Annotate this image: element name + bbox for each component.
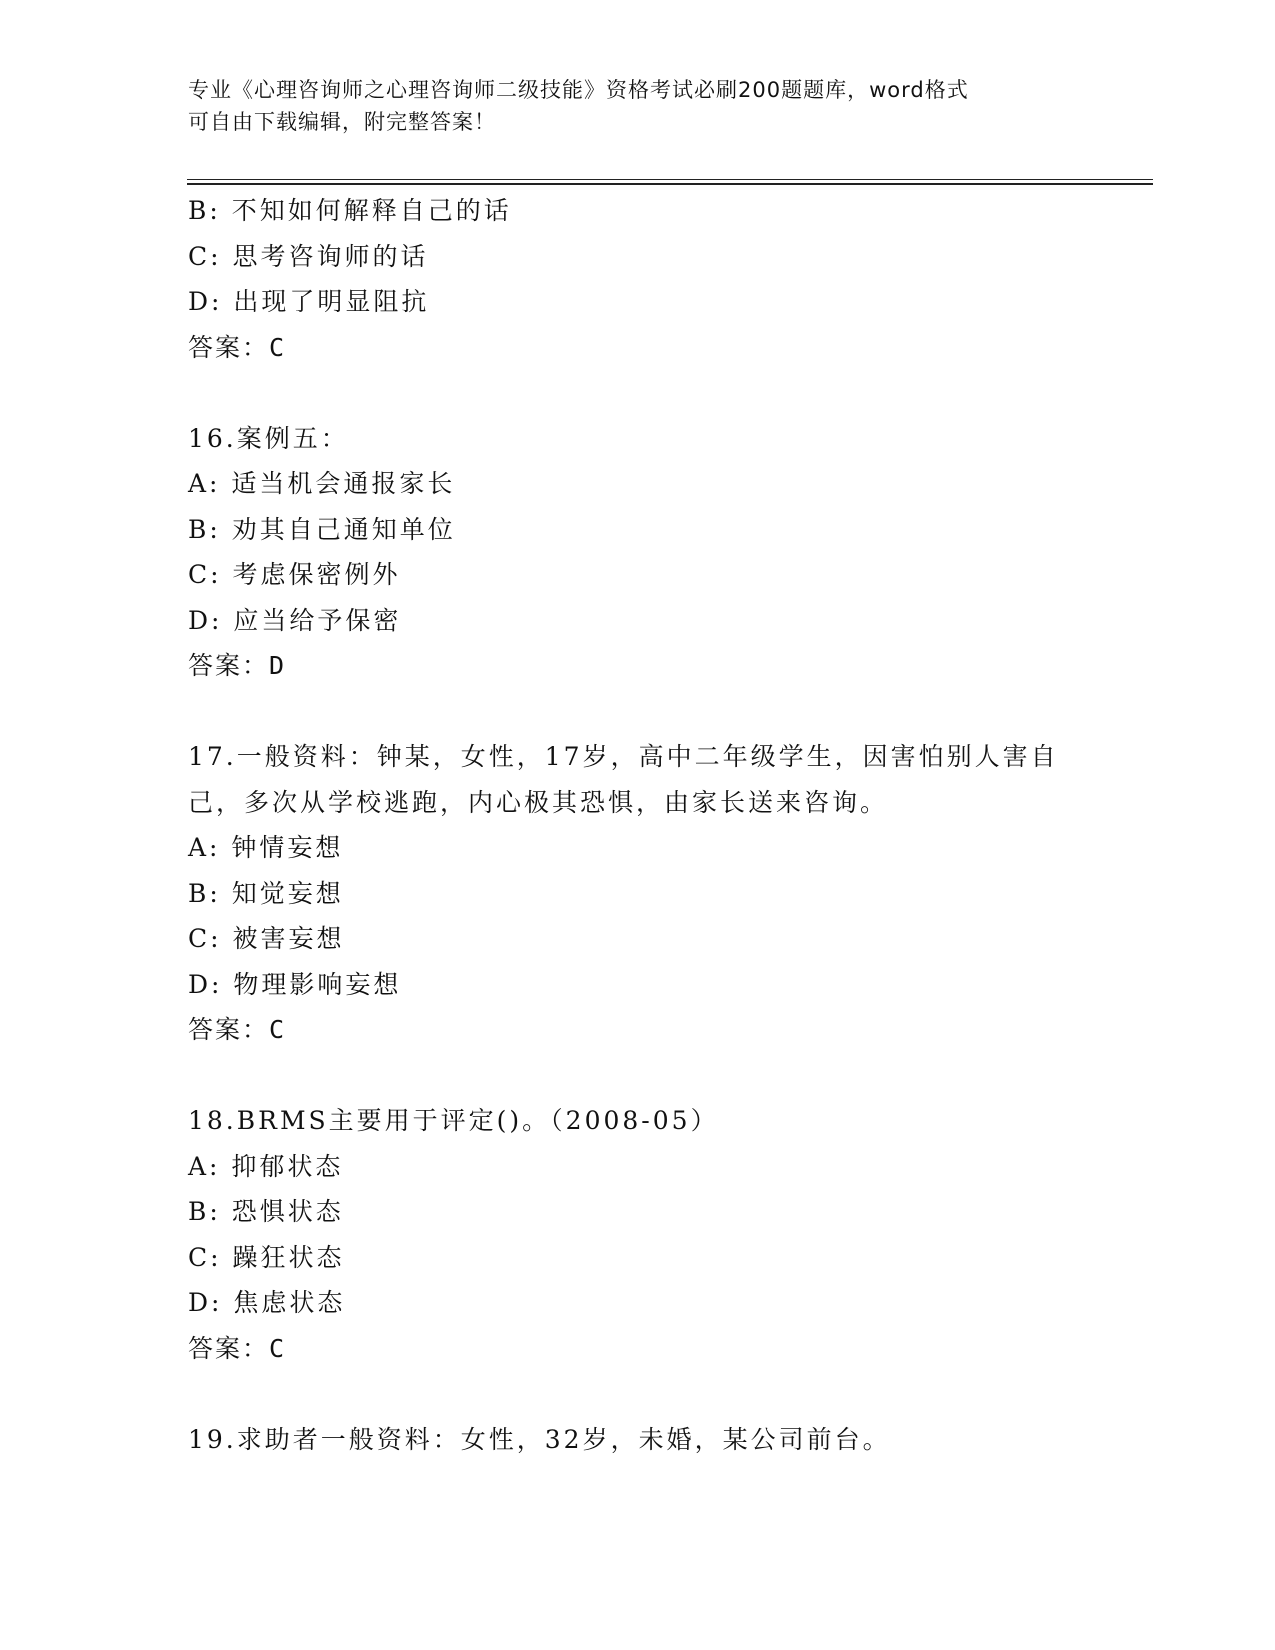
- spacer: [188, 1053, 1088, 1099]
- option-c: C: 考虑保密例外: [188, 560, 401, 589]
- answer-value: C: [269, 332, 287, 362]
- answer-line: [188, 1326, 1088, 1372]
- document-header: [188, 74, 1068, 138]
- option-a: A: 适当机会通报家长: [188, 469, 456, 498]
- question-block-19: [188, 1417, 1088, 1463]
- question-block-17: [188, 734, 1088, 1053]
- option-d: D: 应当给予保密: [188, 605, 402, 635]
- answer-value: C: [269, 1333, 287, 1363]
- answer-line: [188, 1007, 1088, 1053]
- header-divider-bottom: [187, 183, 1153, 185]
- question-stem: 19.求助者一般资料：女性，32岁，未婚，某公司前台。: [188, 1424, 891, 1454]
- header-title-line-1: 专业《心理咨询师之心理咨询师二级技能》资格考试必刷200题题库，word格式: [188, 78, 969, 102]
- spacer: [188, 370, 1088, 416]
- answer-label: 答案：: [188, 332, 270, 362]
- answer-value: C: [269, 1015, 287, 1044]
- question-block-18: [188, 1098, 1088, 1371]
- question-stem-continued: 己，多次从学校逃跑，内心极其恐惧，由家长送来咨询。: [188, 787, 889, 817]
- option-c: C: 躁狂状态: [188, 1242, 345, 1272]
- answer-label: 答案：: [188, 1333, 270, 1363]
- option-d: D: 物理影响妄想: [188, 969, 402, 999]
- option-b: B: 恐惧状态: [188, 1197, 344, 1226]
- option-d: D: 焦虑状态: [188, 1288, 346, 1317]
- option-c: C: 被害妄想: [188, 924, 345, 953]
- answer-label: 答案：: [188, 651, 270, 680]
- spacer: [188, 689, 1088, 735]
- question-list: [188, 188, 1088, 1462]
- answer-label: 答案：: [188, 1015, 270, 1044]
- option-a: A: 钟情妄想: [188, 833, 344, 862]
- question-stem: 18.BRMS主要用于评定()。（2008-05）: [188, 1106, 719, 1135]
- option-d: D: 出现了明显阻抗: [188, 287, 430, 316]
- question-block-16: [188, 416, 1088, 689]
- answer-line: [188, 325, 1088, 371]
- option-c: C: 思考咨询师的话: [188, 241, 429, 271]
- option-b: B: 不知如何解释自己的话: [188, 196, 512, 225]
- option-b: B: 劝其自己通知单位: [188, 514, 456, 544]
- question-stem: 16.案例五：: [188, 423, 349, 453]
- question-block-prev: [188, 188, 1088, 370]
- question-stem: 17.一般资料：钟某，女性，17岁，高中二年级学生，因害怕别人害自: [188, 742, 1059, 771]
- answer-line: [188, 643, 1088, 689]
- header-divider-top: [187, 179, 1153, 180]
- option-b: B: 知觉妄想: [188, 878, 344, 908]
- option-a: A: 抑郁状态: [188, 1151, 344, 1181]
- spacer: [188, 1371, 1088, 1417]
- answer-value: D: [269, 651, 287, 680]
- header-title-line-2: 可自由下载编辑，附完整答案！: [188, 110, 496, 134]
